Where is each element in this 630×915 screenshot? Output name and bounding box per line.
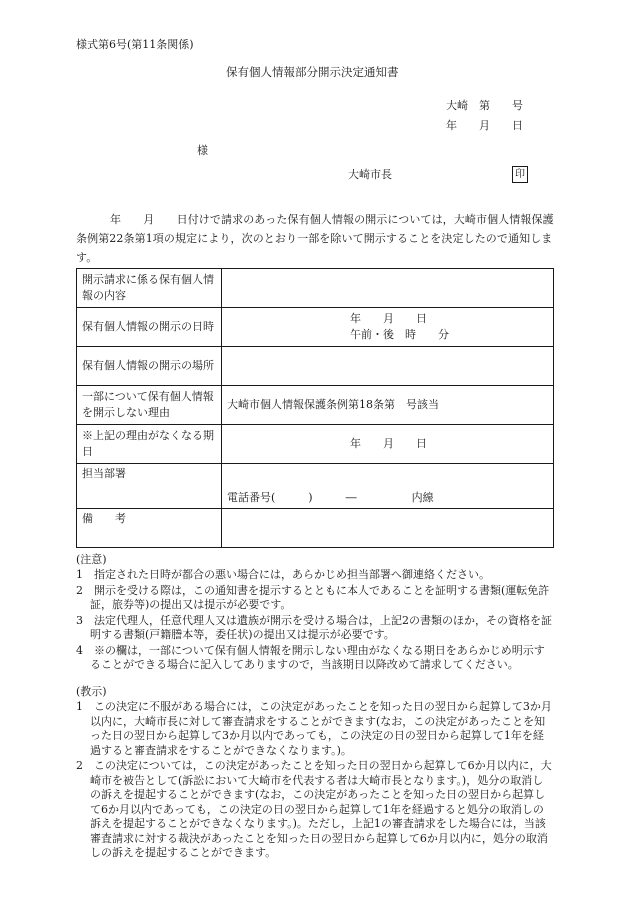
table-row [77, 509, 554, 548]
reference-number: 大崎 第 号 [446, 99, 523, 112]
document-title: 保有個人情報部分開示決定通知書 [226, 65, 399, 79]
remarks-value [222, 509, 554, 548]
content-label: 開示請求に係る保有個人情報の内容 [77, 269, 222, 308]
datetime-value [222, 308, 554, 347]
issue-date: 年 月 日 [446, 119, 523, 132]
table-row [77, 464, 554, 509]
intro-paragraph: 年 月 日付けで請求のあった保有個人情報の開示については，大崎市個人情報保護条例第22条第1項の規定により，次のとおり一部を除いて開示することを決定したので通知します。 [76, 213, 554, 264]
form-number: 様式第6号(第11条関係) [76, 38, 194, 51]
expiry-value: 年 月 日 [222, 425, 554, 464]
table-row [77, 269, 554, 308]
teaching-heading: (教示) [76, 685, 107, 698]
reason-value: 大崎市個人情報保護条例第18条第 号該当 [222, 386, 554, 425]
table-row [77, 386, 554, 425]
datetime-time: 午前・後 時 分 [350, 328, 449, 341]
department-label: 担当部署 [77, 464, 222, 509]
remarks-label: 備 考 [77, 509, 222, 548]
note-item: 3 法定代理人，任意代理人又は遺族が開示を受ける場合は，上記2の書類のほか，その資格を証明する書類(戸籍謄本等，委任状)の提出又は提示が必要です。 [76, 613, 552, 641]
notes-heading: (注意) [76, 553, 107, 566]
seal-mark: 印 [512, 166, 528, 183]
content-value [222, 269, 554, 308]
reason-label: 一部について保有個人情報を開示しない理由 [77, 386, 222, 425]
datetime-label: 保有個人情報の開示の日時 [77, 308, 222, 347]
department-value: 電話番号( ) ― 内線 [222, 464, 554, 509]
place-label: 保有個人情報の開示の場所 [77, 347, 222, 386]
notes-section [76, 552, 554, 674]
teaching-item: 2 この決定については，この決定があったことを知った日の翌日から起算して6か月以内に，大崎市を被告として(訴訟において大崎市を代表する者は大崎市長となります。)，処分の取消しの訴えを提起することができます(なお，この決定があったことを知った日の翌日から起算して6か月以内であっても，この決定の日の翌日から起算して1年を経過すると処分の取消しの訴えを提起することができなくなります。)。ただし，上記1の審査請求をした場合には，当該審査請求に対する裁決があったことを知った日の翌日から起算して6か月以内に，処分の取消しの訴えを提起することができます。 [76, 759, 552, 859]
datetime-date: 年 月 日 [350, 312, 427, 325]
issuer-name: 大崎市長 [348, 168, 392, 181]
note-item: 1 指定された日時が都合の悪い場合には，あらかじめ担当部署へ御連絡ください。 [76, 568, 490, 581]
table-row [77, 425, 554, 464]
teaching-section [76, 684, 554, 862]
expiry-label: ※上記の理由がなくなる期日 [77, 425, 222, 464]
table-row [77, 347, 554, 386]
note-item: 2 開示を受ける際は，この通知書を提示するとともに本人であることを証明する書類(運転免許証，旅券等)の提出又は提示が必要です。 [76, 583, 550, 611]
table-row [77, 308, 554, 347]
disclosure-table [76, 268, 554, 548]
note-item: 4 ※の欄は，一部について保有個人情報を開示しない理由がなくなる期日をあらかじめ明示することができる場合に記入してありますので，当該期日以降改めて請求してください。 [76, 643, 545, 671]
teaching-item: 1 この決定に不服がある場合には，この決定があったことを知った日の翌日から起算して3か月以内に，大崎市長に対して審査請求をすることができます(なお，この決定があったことを知った日の翌日から起算して3か月以内であっても，この決定の日の翌日から起算して1年を経過すると審査請求をすることができなくなります。)。 [76, 700, 552, 757]
addressee: 様 [197, 144, 208, 157]
place-value [222, 347, 554, 386]
